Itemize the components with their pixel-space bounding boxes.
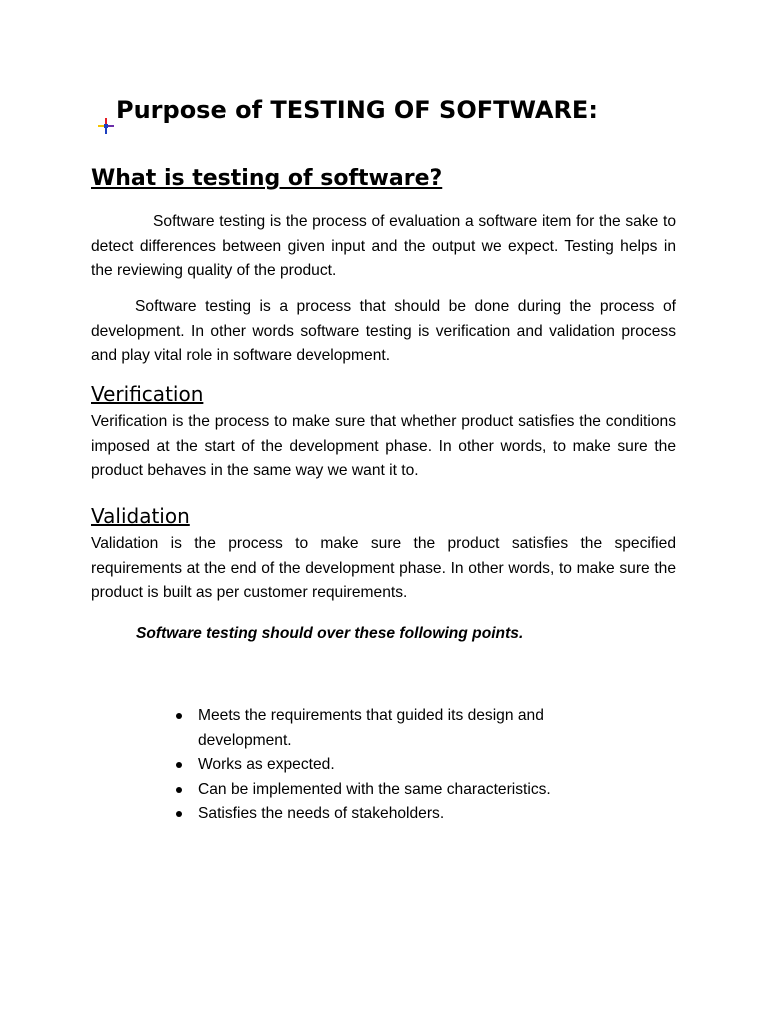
title-row xyxy=(98,94,718,134)
list-item xyxy=(174,802,604,827)
emphasis-statement: Software testing should over these following points. xyxy=(136,625,524,642)
section-title: What is testing of software? xyxy=(91,166,443,191)
page-title: Purpose of TESTING OF SOFTWARE: xyxy=(116,96,598,124)
intro-paragraph: Software testing is the process of evaluation a software item for the sake to detect differences between given input and the output we expect. Testing helps in the reviewing quality of the product. xyxy=(91,213,676,279)
four-color-cross-bullet-icon xyxy=(98,118,114,134)
list-item-text: Meets the requirements that guided its design and development. xyxy=(198,707,544,749)
bullet-dot-icon xyxy=(176,811,182,817)
testing-points-list xyxy=(174,704,604,827)
verification-paragraph: Verification is the process to make sure that whether product satisfies the conditions imposed at the start of the development phase. In other words, to make sure the product behaves in the same way we want it to. xyxy=(91,413,676,479)
process-paragraph: Software testing is a process that should be done during the process of development. In other words software testing is verification and validation process and play vital role in software development. xyxy=(91,298,676,364)
list-item-text: Works as expected. xyxy=(198,756,335,773)
list-item-text: Satisfies the needs of stakeholders. xyxy=(198,805,445,822)
bullet-dot-icon xyxy=(176,787,182,793)
bullet-dot-icon xyxy=(176,762,182,768)
bullet-dot-icon xyxy=(176,713,182,719)
list-item-text: Can be implemented with the same characteristics. xyxy=(198,780,551,798)
list-item xyxy=(174,704,604,753)
validation-heading: Validation xyxy=(91,504,190,528)
validation-paragraph: Validation is the process to make sure the product satisfies the specified requirements at the end of the development phase. In other words, to make sure the product is built as per customer requirements. xyxy=(91,535,676,601)
list-item xyxy=(174,753,604,778)
verification-heading: Verification xyxy=(91,382,204,406)
list-item xyxy=(174,778,604,803)
